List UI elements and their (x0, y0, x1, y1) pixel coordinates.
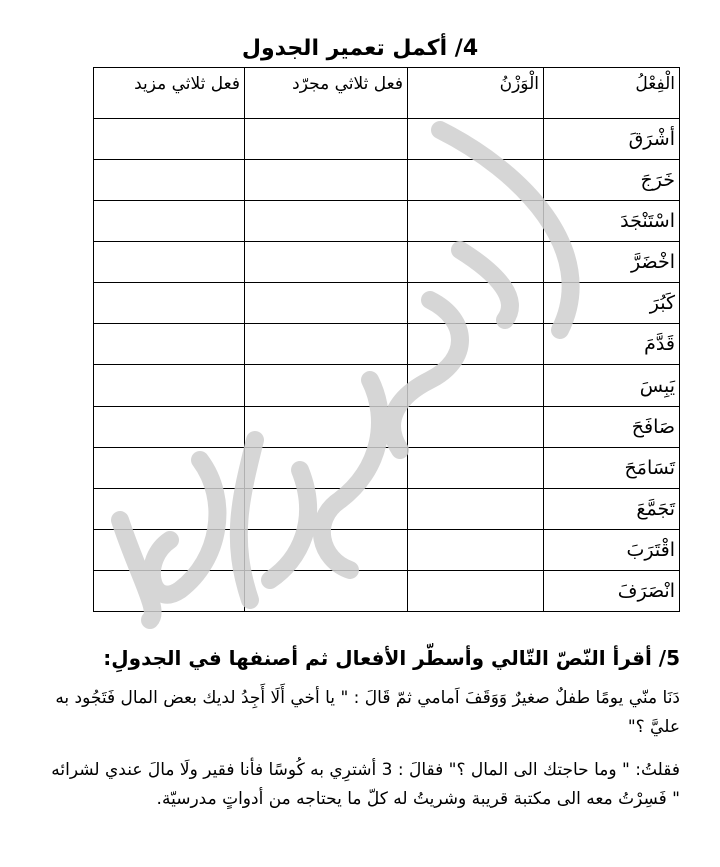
header-pattern: الْوَزْنُ (408, 68, 544, 119)
augmented-cell[interactable] (94, 324, 245, 365)
pattern-cell[interactable] (408, 201, 544, 242)
verb-cell: اخْضَرَّ (544, 242, 680, 283)
verb-cell: صَافَحَ (544, 406, 680, 447)
table-row (94, 201, 680, 242)
augmented-cell[interactable] (94, 365, 245, 406)
augmented-cell[interactable] (94, 488, 245, 529)
table-row (94, 529, 680, 570)
bare-cell[interactable] (245, 201, 408, 242)
verb-cell: تَجَمَّعَ (544, 488, 680, 529)
pattern-cell[interactable] (408, 365, 544, 406)
bare-cell[interactable] (245, 488, 408, 529)
table-row (94, 488, 680, 529)
verb-cell: كَبُرَ (544, 283, 680, 324)
table-row (94, 447, 680, 488)
augmented-cell[interactable] (94, 406, 245, 447)
verb-cell: يَبِسَ (544, 365, 680, 406)
header-trilateral-bare: فعل ثلاثي مجرّد (245, 68, 408, 119)
table-row (94, 242, 680, 283)
table-row (94, 324, 680, 365)
pattern-cell[interactable] (408, 447, 544, 488)
augmented-cell[interactable] (94, 283, 245, 324)
verb-cell: تَسَامَحَ (544, 447, 680, 488)
reading-paragraph-1: دَنَا منّي يومًا طفلٌ صغيرٌ وَوَقَفَ اَمامي ثمّ قَالَ : " يا أخي أَلَا أَجِدُ لديك بعض المال فَتَجُود به عليَّ ؟" (55, 688, 680, 737)
table-row (94, 406, 680, 447)
table-header-row (94, 68, 680, 119)
pattern-cell[interactable] (408, 529, 544, 570)
header-trilateral-augmented: فعل ثلاثي مزيد (94, 68, 245, 119)
augmented-cell[interactable] (94, 570, 245, 611)
bare-cell[interactable] (245, 283, 408, 324)
pattern-cell[interactable] (408, 119, 544, 160)
table-row (94, 283, 680, 324)
verb-cell: اقْتَرَبَ (544, 529, 680, 570)
pattern-cell[interactable] (408, 570, 544, 611)
bare-cell[interactable] (245, 324, 408, 365)
pattern-cell[interactable] (408, 324, 544, 365)
bare-cell[interactable] (245, 447, 408, 488)
augmented-cell[interactable] (94, 201, 245, 242)
verb-cell: قَدَّمَ (544, 324, 680, 365)
verb-cell: انْصَرَفَ (544, 570, 680, 611)
pattern-cell[interactable] (408, 242, 544, 283)
verb-cell: أشْرَقَ (544, 119, 680, 160)
augmented-cell[interactable] (94, 119, 245, 160)
classification-table (93, 67, 680, 612)
pattern-cell[interactable] (408, 488, 544, 529)
section-4-title: 4/ أكمل تعمير الجدول (241, 36, 479, 61)
verb-cell: اسْتَنْجَدَ (544, 201, 680, 242)
reading-paragraph-2: فقلتُ: " وما حاجتك الى المال ؟" فقالَ : 3 أشترِي به كُوسًا فأنا فقير ولَا مالَ عندي لشرائه " فَسِرْتُ معه الى مكتبة قريبة وشريتُ له كلّ ما يحتاجه من أدواتٍ مدرسيّة. (51, 760, 680, 809)
augmented-cell[interactable] (94, 160, 245, 201)
table-row (94, 160, 680, 201)
table-row (94, 119, 680, 160)
pattern-cell[interactable] (408, 406, 544, 447)
bare-cell[interactable] (245, 242, 408, 283)
bare-cell[interactable] (245, 119, 408, 160)
bare-cell[interactable] (245, 529, 408, 570)
bare-cell[interactable] (245, 160, 408, 201)
bare-cell[interactable] (245, 406, 408, 447)
augmented-cell[interactable] (94, 447, 245, 488)
augmented-cell[interactable] (94, 242, 245, 283)
table-row (94, 365, 680, 406)
header-verb: الْفِعْلُ (544, 68, 680, 119)
pattern-cell[interactable] (408, 160, 544, 201)
verb-cell: خَرَجَ (544, 160, 680, 201)
bare-cell[interactable] (245, 365, 408, 406)
table-row (94, 570, 680, 611)
bare-cell[interactable] (245, 570, 408, 611)
augmented-cell[interactable] (94, 529, 245, 570)
section-5-title: 5/ أقرأ النّصّ التّالي وأسطّر الأفعال ثم أصنفها في الجدولِ: (103, 646, 680, 670)
pattern-cell[interactable] (408, 283, 544, 324)
